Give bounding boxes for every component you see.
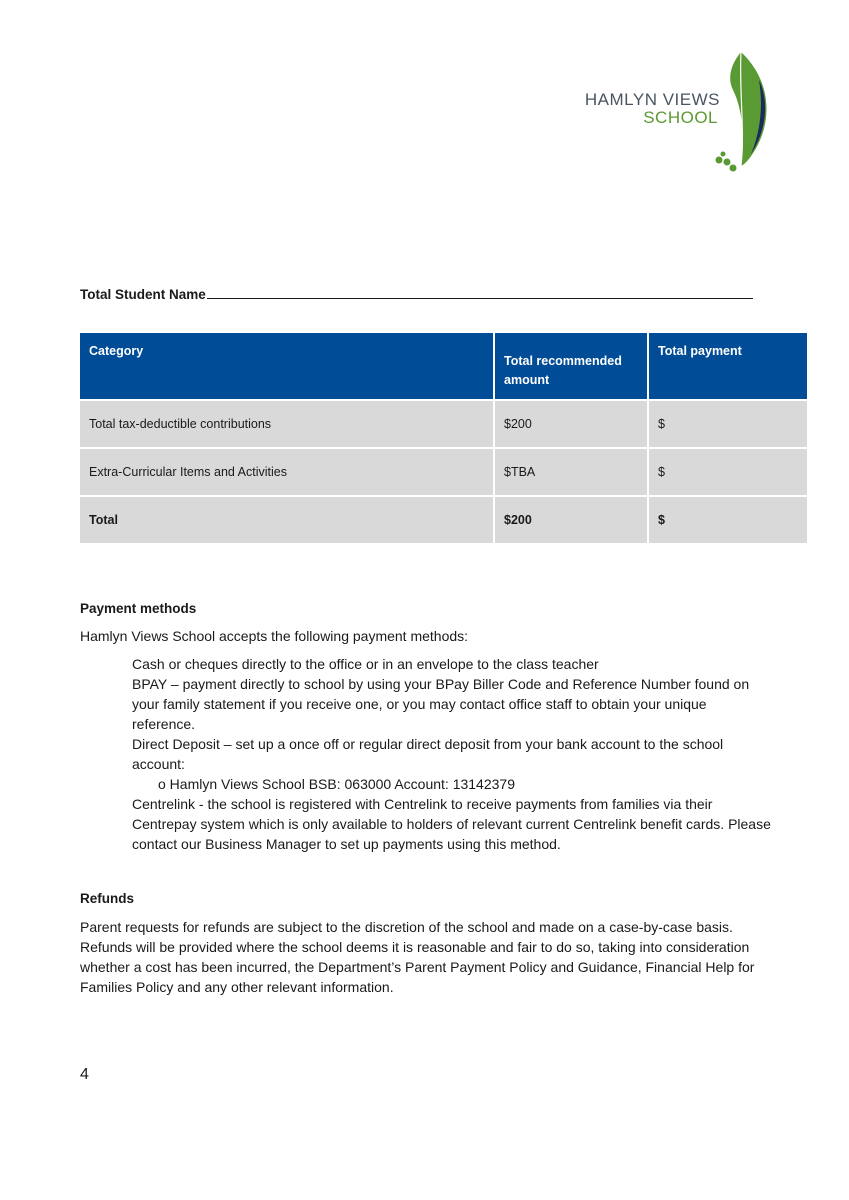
student-name-blank[interactable] (207, 286, 753, 299)
leaf-icon (711, 50, 771, 172)
logo-text-school: SCHOOL (643, 108, 718, 127)
cell-amount: $200 (494, 400, 648, 448)
payment-methods-heading: Payment methods (80, 601, 197, 616)
student-name-field (80, 286, 753, 302)
cell-payment: $ (648, 400, 807, 448)
list-item: Centrelink - the school is registered with Centrelink to receive payments from families via their Centrepay system which is only available to holders of relevant current Centrelink benefit cards. Please contact our Business Manager to set up payments using this method. (132, 796, 771, 852)
cell-payment: $ (648, 496, 807, 543)
table-header-row (80, 333, 807, 400)
table-total-row (80, 496, 807, 543)
school-logo (585, 50, 775, 172)
list-item: BPAY – payment directly to school by using your BPay Biller Code and Reference Number found on your family statement if you receive one, or you may contact office staff to obtain your unique reference. (132, 676, 750, 732)
table-row (80, 400, 807, 448)
cell-category: Total (80, 496, 494, 543)
cell-amount: $200 (494, 496, 648, 543)
header-recommended-amount: Total recommended amount (494, 333, 648, 400)
fees-table (80, 333, 807, 543)
cell-category: Total tax-deductible contributions (80, 400, 494, 448)
header-category: Category (80, 333, 494, 400)
cell-amount: $TBA (494, 448, 648, 496)
student-name-label: Total Student Name (80, 287, 206, 302)
list-subitem: o Hamlyn Views School BSB: 063000 Account: 13142379 (158, 776, 515, 792)
logo-text-hamlyn-views: HAMLYN VIEWS (584, 90, 720, 109)
payment-methods-list (132, 654, 772, 854)
payment-intro: Hamlyn Views School accepts the following payment methods: (80, 628, 469, 644)
list-item: Direct Deposit – set up a once off or regular direct deposit from your bank account to the school account: (132, 736, 724, 772)
cell-payment: $ (648, 448, 807, 496)
refunds-heading: Refunds (80, 891, 134, 906)
cell-category: Extra-Curricular Items and Activities (80, 448, 494, 496)
table-row (80, 448, 807, 496)
header-total-payment: Total payment (648, 333, 807, 400)
list-item: Cash or cheques directly to the office or in an envelope to the class teacher (132, 656, 599, 672)
page-number: 4 (80, 1066, 89, 1083)
refunds-text: Parent requests for refunds are subject to the discretion of the school and made on a case-by-case basis. Refunds will be provided where the school deems it is reasonable and fair to do so, taking into consideration whether a cost has been incurred, the Department’s Parent Payment Policy and Guidance, Financial Help for Families Policy and any other relevant information. (80, 919, 755, 995)
